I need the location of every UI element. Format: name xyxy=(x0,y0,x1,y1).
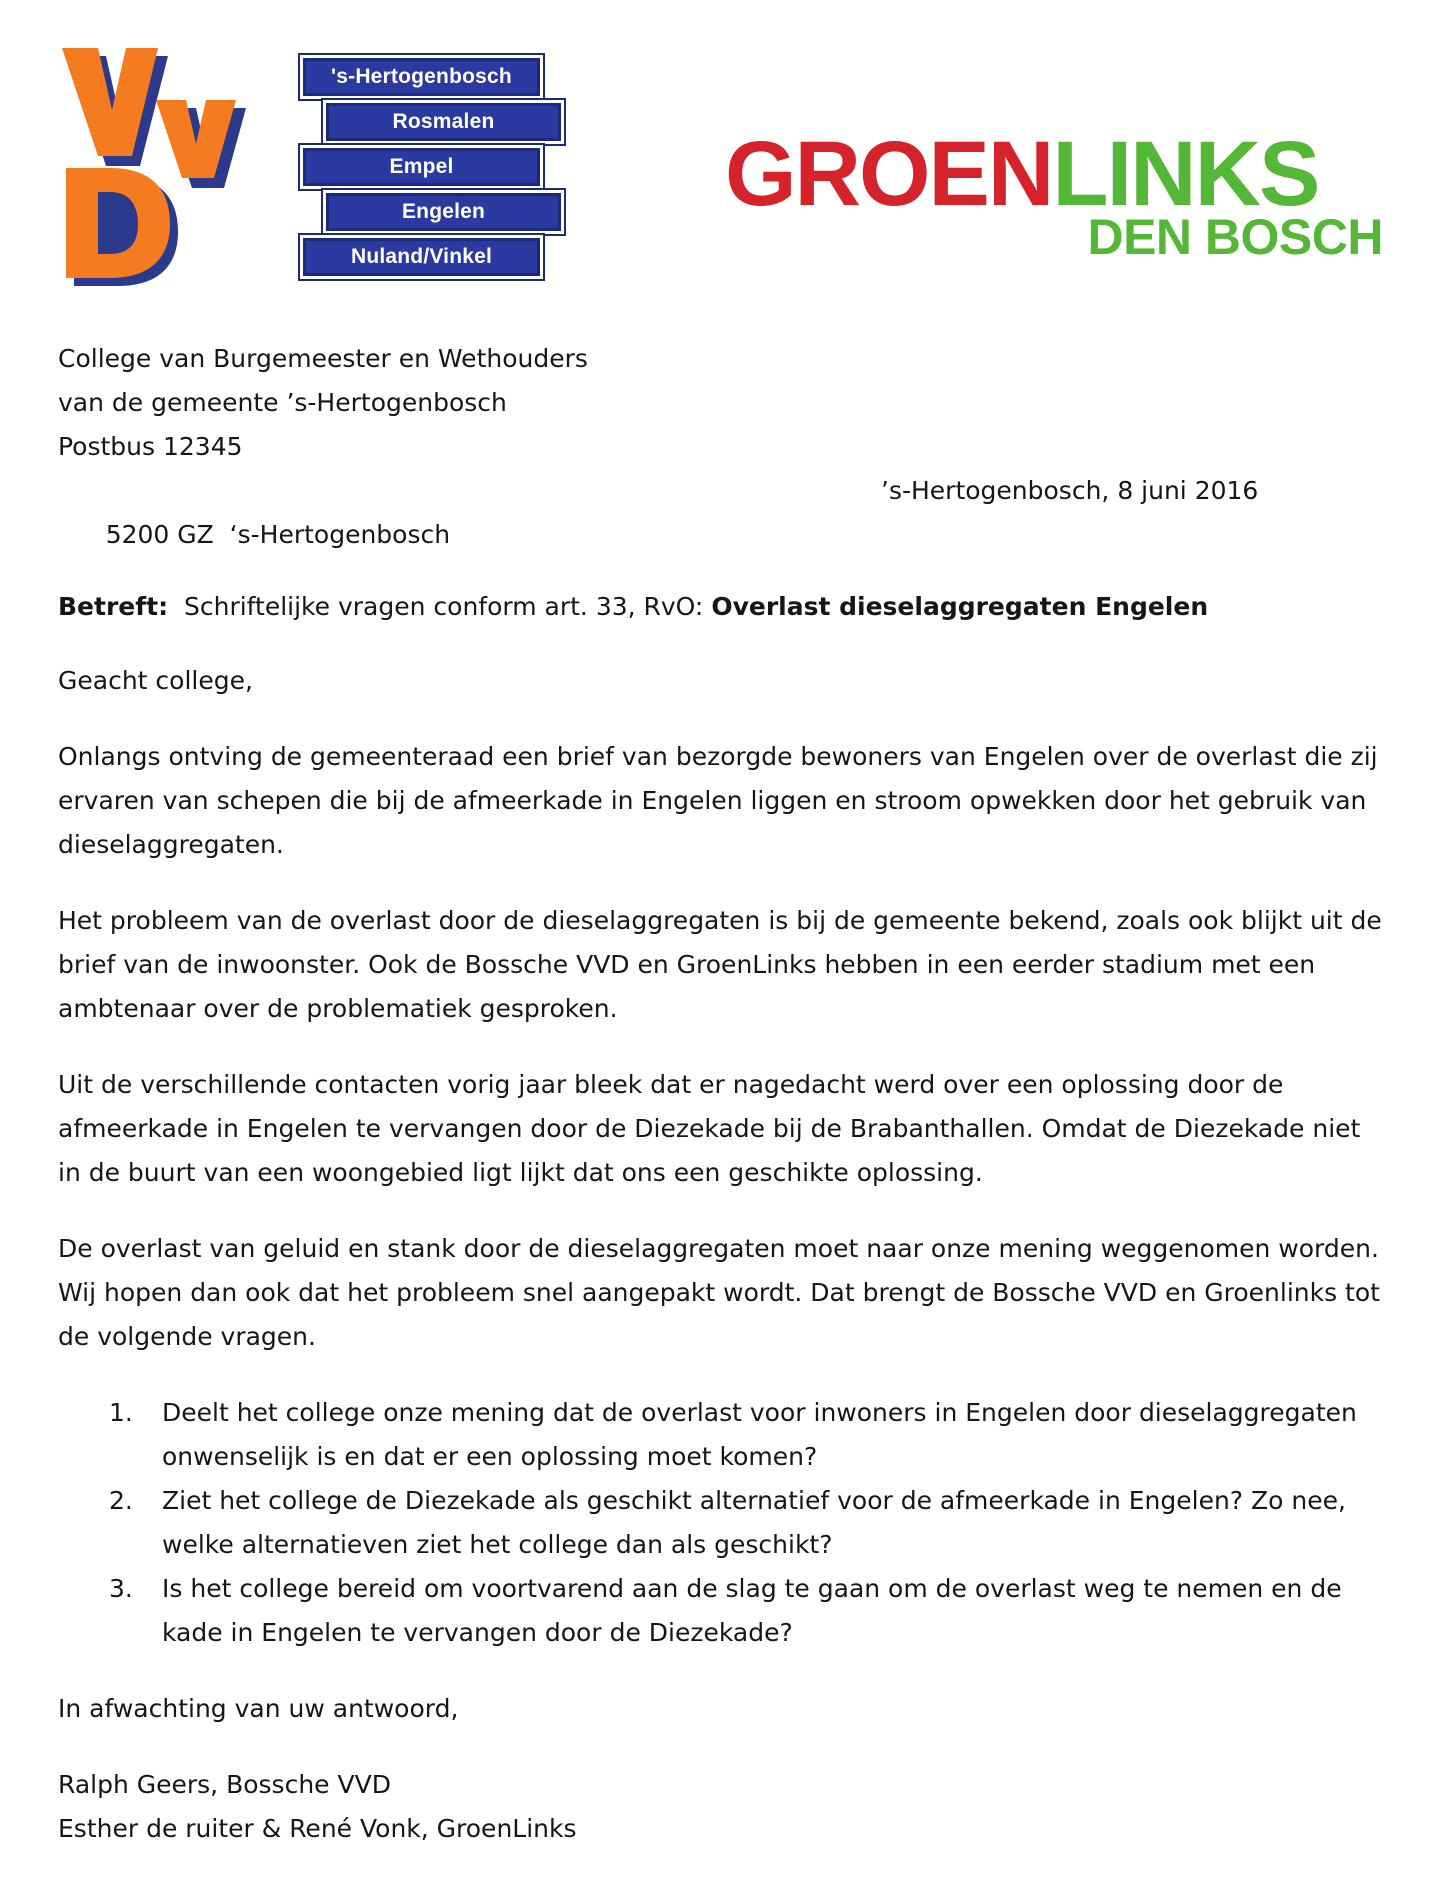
groenlinks-groen: GROEN xyxy=(725,123,1053,225)
paragraph: Het probleem van de overlast door de dieselaggregaten is bij de gemeente bekend, zoals ook blijkt uit de brief van de inwoonster. Ook de Bossche VVD en GroenLinks hebben in een eerder stadium met een ambtenaar over de problematiek gesproken. xyxy=(58,906,1382,1023)
groenlinks-links: LINKS xyxy=(1052,123,1319,225)
address-line: Postbus 12345 xyxy=(58,432,243,461)
address-line: College van Burgemeester en Wethouders xyxy=(58,344,588,373)
question-list xyxy=(58,1391,1388,1655)
paragraph: Onlangs ontving de gemeenteraad een brief van bezorgde bewoners van Engelen over de overlast die zij ervaren van schepen die bij de afmeerkade in Engelen liggen en stroom opwekken door het gebruik van dieselaggregaten. xyxy=(58,742,1378,859)
address-line-with-date xyxy=(58,469,1388,549)
subject-text: Schriftelijke vragen conform art. 33, RvO: xyxy=(183,592,704,621)
question-number: 2. xyxy=(109,1486,133,1515)
letter-body xyxy=(58,337,1388,1851)
question-text: Is het college bereid om voortvarend aan de slag te gaan om de overlast weg te nemen en de kade in Engelen te vervangen door de Diezekade? xyxy=(162,1574,1342,1647)
groenlinks-wordmark xyxy=(725,123,1319,225)
letter-date: ’s-Hertogenbosch, 8 juni 2016 xyxy=(881,476,1259,505)
closing-line: In afwachting van uw antwoord, xyxy=(58,1694,459,1723)
district-label: Engelen xyxy=(326,193,561,231)
groenlinks-logo xyxy=(725,123,1395,265)
recipient-address xyxy=(58,337,1388,549)
question-number: 1. xyxy=(109,1398,133,1427)
address-line: 5200 GZ ‘s-Hertogenbosch xyxy=(105,520,451,549)
groenlinks-subtitle: DEN BOSCH xyxy=(1087,209,1383,265)
signer-line: Esther de ruiter & René Vonk, GroenLinks xyxy=(58,1814,577,1843)
question-number: 3. xyxy=(109,1574,133,1603)
district-label: 's-Hertogenbosch xyxy=(303,58,540,96)
question-item xyxy=(58,1479,1388,1567)
district-label: Nuland/Vinkel xyxy=(303,238,540,276)
district-label: Empel xyxy=(303,148,540,186)
paragraph: De overlast van geluid en stank door de dieselaggregaten moet naar onze mening weggenomen worden. Wij hopen dan ook dat het probleem snel aangepakt wordt. Dat brengt de Bossche VVD en Groenlinks tot de volgende vragen. xyxy=(58,1234,1380,1351)
signer-line: Ralph Geers, Bossche VVD xyxy=(58,1770,391,1799)
salutation: Geacht college, xyxy=(58,666,253,695)
address-line: van de gemeente ’s-Hertogenbosch xyxy=(58,388,507,417)
question-item xyxy=(58,1567,1388,1655)
question-text: Ziet het college de Diezekade als geschikt alternatief voor de afmeerkade in Engelen? Zo nee, welke alternatieven ziet het college dan als geschikt? xyxy=(162,1486,1346,1559)
paragraph: Uit de verschillende contacten vorig jaar bleek dat er nagedacht werd over een oplossing door de afmeerkade in Engelen te vervangen door de Diezekade bij de Brabanthallen. Omdat de Diezekade niet in de buurt van een woongebied ligt lijkt dat ons een geschikte oplossing. xyxy=(58,1070,1361,1187)
district-label: Rosmalen xyxy=(326,103,561,141)
subject-topic: Overlast dieselaggregaten Engelen xyxy=(711,592,1209,621)
subject-line xyxy=(58,585,1388,629)
question-text: Deelt het college onze mening dat de overlast voor inwoners in Engelen door dieselaggregaten onwenselijk is en dat er een oplossing moet komen? xyxy=(162,1398,1357,1471)
signature-block xyxy=(58,1763,1388,1851)
question-item xyxy=(58,1391,1388,1479)
subject-label: Betreft: xyxy=(58,592,169,621)
